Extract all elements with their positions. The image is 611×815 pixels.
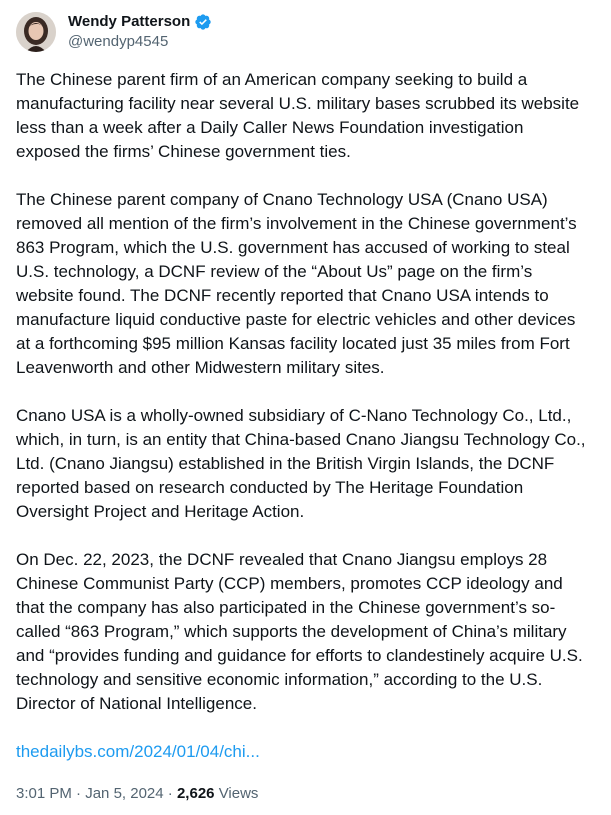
tweet-text [16, 68, 591, 764]
tweet-date[interactable]: Jan 5, 2024 [85, 785, 164, 802]
tweet-time[interactable]: 3:01 PM [16, 785, 72, 802]
author-display-name[interactable]: Wendy Patterson [68, 13, 191, 30]
views-count: 2,626 [176, 785, 215, 802]
tweet-meta [16, 784, 595, 804]
views-label: Views [218, 785, 259, 802]
author-handle[interactable]: @wendyp4545 [68, 33, 169, 50]
name-row [68, 12, 212, 32]
avatar-image [16, 12, 56, 52]
meta-separator: · [167, 785, 173, 802]
tweet-paragraph: The Chinese parent firm of an American company seeking to build a manufacturing facility near several U.S. military bases scrubbed its website less than a week after a Daily Caller News Foundation investigation exposed the firms’ Chinese government ties. [16, 70, 580, 161]
author-names [68, 12, 212, 52]
tweet-paragraph: Cnano USA is a wholly-owned subsidiary of C-Nano Technology Co., Ltd., which, in turn, is an entity that China-based Cnano Jiangsu Technology Co., Ltd. (Cnano Jiangsu) established in the British Virgin Islands, the DCNF reported based on research conducted by The Heritage Foundation Oversight Project and Heritage Action. [16, 406, 586, 521]
verified-badge-icon [194, 13, 212, 31]
tweet-paragraph: On Dec. 22, 2023, the DCNF revealed that Cnano Jiangsu employs 28 Chinese Communist Party (CCP) members, promotes CCP ideology and that the company has also participated in the Chinese government’s so-called “863 Program,” which supports the development of China’s military and “provides funding and guidance for efforts to clandestinely acquire U.S. technology and sensitive economic information,” according to the U.S. Director of National Intelligence. [16, 550, 583, 713]
tweet-paragraph: The Chinese parent company of Cnano Technology USA (Cnano USA) removed all mention of the firm’s involvement in the Chinese government’s 863 Program, which the U.S. government has accused of working to steal U.S. technology, a DCNF review of the “About Us” page on the firm’s website found. The DCNF recently reported that Cnano USA intends to manufacture liquid conductive paste for electric vehicles and other devices at a forthcoming $95 million Kansas facility located just 35 miles from Fort Leavenworth and other Midwestern military sites. [16, 190, 577, 377]
tweet-link[interactable]: thedailybs.com/2024/01/04/chi... [16, 742, 260, 761]
meta-separator: · [76, 785, 82, 802]
tweet-header [16, 12, 595, 60]
avatar[interactable] [16, 12, 56, 52]
